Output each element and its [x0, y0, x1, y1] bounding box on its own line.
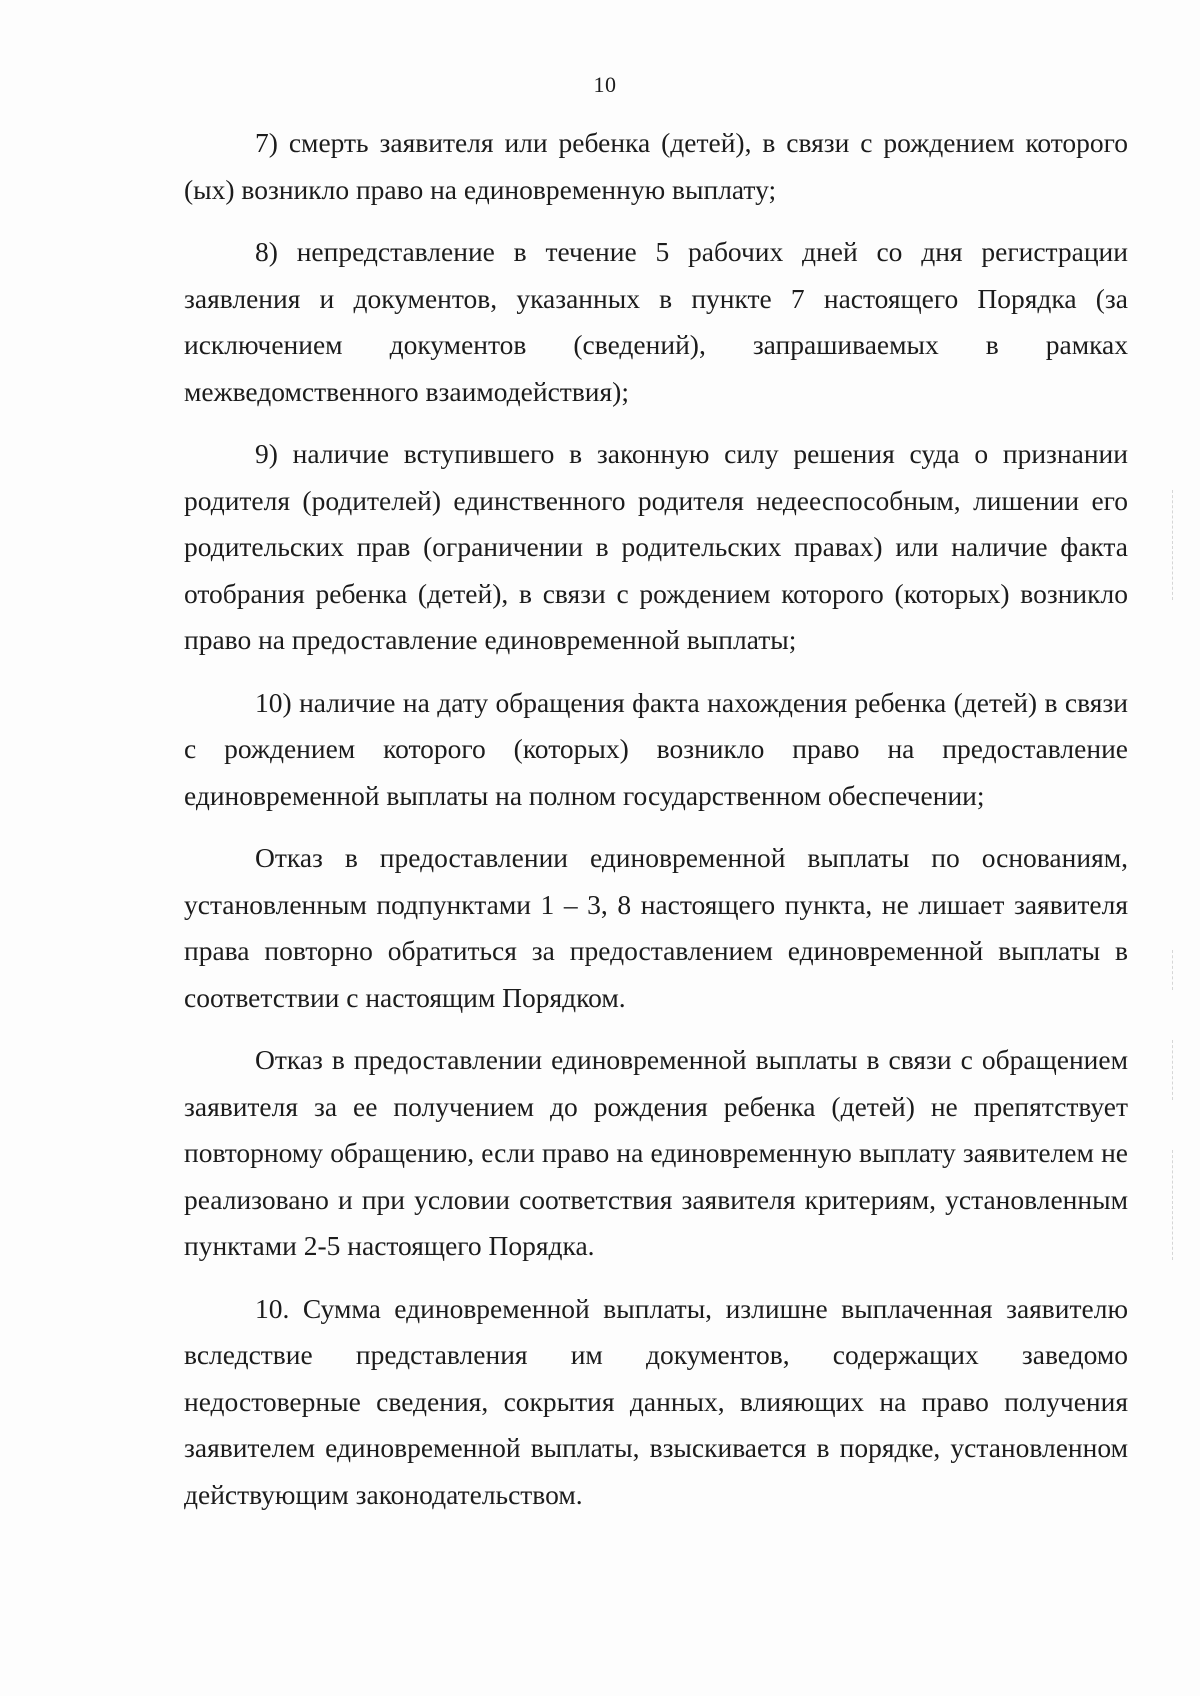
paragraph-refusal-prebirth: Отказ в предоставлении единовременной выплаты в связи с обращением заявителя за ее получением до рождения ребенка (детей) не препятствует повторному обращению, если право на единовременную выплату заявителем не реализовано и при условии соответствия заявителя критериям, установленным пунктами 2-5 настоящего Порядка.	[184, 1044, 1128, 1261]
paragraph-refusal-retry: Отказ в предоставлении единовременной выплаты по основаниям, установленным подпунктами 1 – 3, 8 настоящего пункта, не лишает заявителя права повторно обратиться за предоставлением единовременной выплаты в соответствии с настоящим Порядком.	[184, 842, 1128, 1013]
paragraph-item-7: 7) смерть заявителя или ребенка (детей), в связи с рождением которого (ых) возникло право на единовременную выплату;	[184, 127, 1128, 205]
scan-artifact	[1172, 490, 1174, 600]
scan-artifact	[1172, 1150, 1174, 1260]
paragraph-item-9: 9) наличие вступившего в законную силу решения суда о признании родителя (родителей) единственного родителя недееспособным, лишении его родительских прав (ограничении в родительских правах) или наличие факта отобрания ребенка (детей), в связи с рождением которого (которых) возникло право на предоставление единовременной выплаты;	[184, 438, 1128, 655]
paragraph-section-10: 10. Сумма единовременной выплаты, излишне выплаченная заявителю вследствие представления им документов, содержащих заведомо недостоверные сведения, сокрытия данных, влияющих на право получения заявителем единовременной выплаты, взыскивается в порядке, установленном действующим законодательством.	[184, 1292, 1128, 1510]
scan-artifact	[1172, 1040, 1174, 1100]
paragraph-item-8: 8) непредставление в течение 5 рабочих дней со дня регистрации заявления и документов, указанных в пункте 7 настоящего Порядка (за исключением документов (сведений), запрашиваемых в рамках межведомственного взаимодействия);	[184, 236, 1128, 407]
page-number: 10	[593, 72, 617, 97]
paragraph-item-10: 10) наличие на дату обращения факта нахождения ребенка (детей) в связи с рождением которого (которых) возникло право на предоставление единовременной выплаты на полном государственном обеспечении;	[184, 686, 1128, 811]
scan-artifact	[1172, 950, 1174, 990]
document-body	[184, 120, 1128, 1518]
